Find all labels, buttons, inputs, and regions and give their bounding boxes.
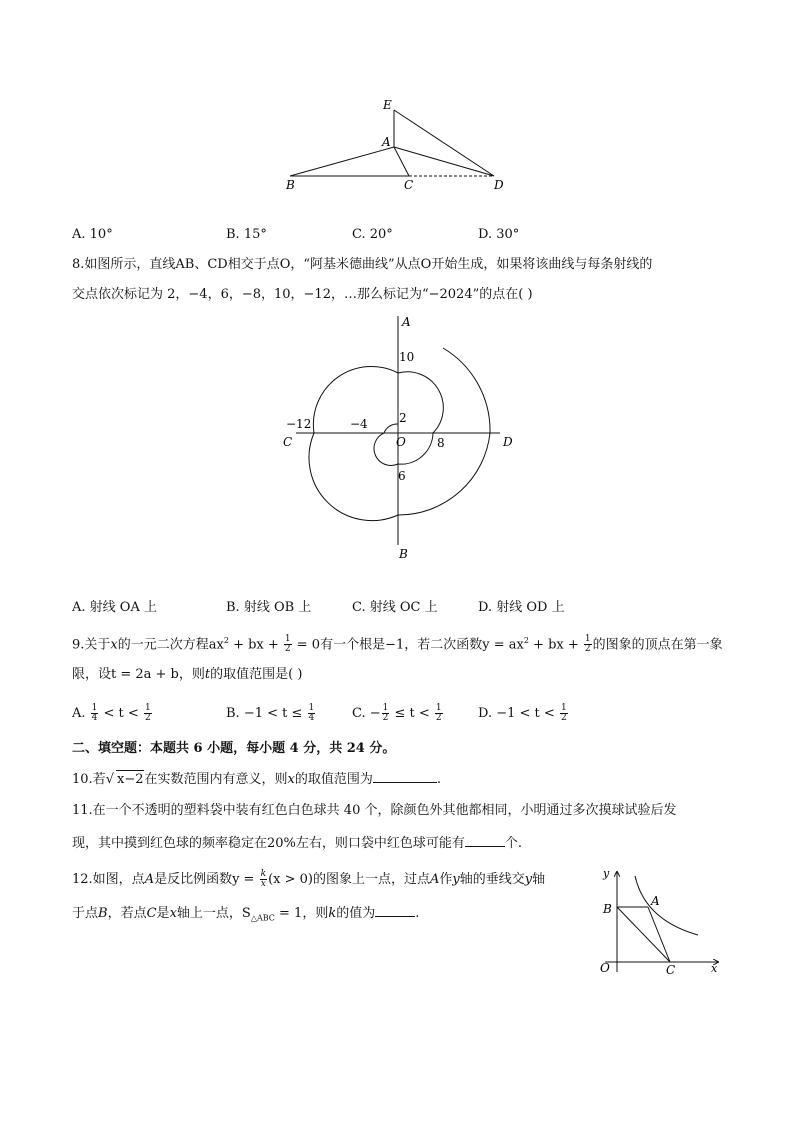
segment-ed <box>394 110 494 176</box>
q11-answer-blank[interactable] <box>465 834 505 847</box>
label-ray-c: C <box>283 435 293 449</box>
q9-stem-line1: 9.关于x的一元二次方程$ax^2$ + bx + $\frac{1}{2}$ = 0有一个根是−1，若二次函数$y = ax^2$ + bx + $\frac{1}{2}$ 的图象的顶点在第一象 <box>72 634 723 655</box>
inverse-function-figure <box>590 860 725 980</box>
label-c: C <box>404 178 414 192</box>
q8-option-b[interactable]: B. 射线 OB 上 <box>226 600 312 615</box>
q10-stem: 10.若√ x−2在实数范围内有意义，则x的取值范围为 . <box>72 772 441 787</box>
label-origin: O <box>600 961 610 975</box>
mark-8: 8 <box>437 436 445 450</box>
label-origin-o: O <box>396 435 406 449</box>
label-x: x <box>711 962 718 975</box>
segment-ad <box>394 147 494 176</box>
q10-answer-blank[interactable] <box>373 770 437 783</box>
segment-bc <box>617 907 670 962</box>
label-a: A <box>382 135 391 149</box>
mark-6: 6 <box>398 469 406 483</box>
q11-stem-line1: 11.在一个不透明的塑料袋中装有红色白色球共 40 个，除颜色外其他都相同，小明通过多次摸球试验后发 <box>72 803 677 818</box>
q9-option-a[interactable]: A. $\frac{1}{4}$ < t < $\frac{1}{2}$ <box>72 703 151 723</box>
q12-answer-blank[interactable] <box>375 904 415 917</box>
q12-stem-line2: 于点B，若点C是x轴上一点，$S_{\triangle ABC} = 1$，则k的值为 . <box>72 906 420 923</box>
q9-option-b[interactable]: B. −1 < t ≤ $\frac{1}{4}$ <box>226 703 315 723</box>
label-point-c: C <box>666 963 676 977</box>
q7-option-a[interactable]: A. 10° <box>72 227 113 242</box>
mark-2: 2 <box>399 411 407 425</box>
triangle-figure <box>280 95 510 195</box>
mark-neg-12: −12 <box>286 417 312 431</box>
hyperbola-curve <box>635 876 698 935</box>
label-point-a: A <box>651 894 660 908</box>
q8-option-c[interactable]: C. 射线 OC 上 <box>352 600 438 615</box>
label-ray-a: A <box>402 315 411 329</box>
q7-option-b[interactable]: B. 15° <box>226 227 267 242</box>
q9-option-c[interactable]: C. − $\frac{1}{2}$ ≤ t < $\frac{1}{2}$ <box>352 703 442 723</box>
label-e: E <box>383 98 392 112</box>
section-heading-fill-in: 二、填空题：本题共 6 小题，每小题 4 分，共 24 分。 <box>72 741 396 756</box>
q9-option-d[interactable]: D. −1 < t < $\frac{1}{2}$ <box>478 703 567 723</box>
q9-stem-line2: 限，设t = 2a + b，则t的取值范围是( ) <box>72 667 303 682</box>
label-ray-b: B <box>399 547 408 561</box>
label-point-b: B <box>603 902 612 916</box>
label-b: B <box>286 178 295 192</box>
label-y: y <box>603 867 610 880</box>
q7-option-d[interactable]: D. 30° <box>478 227 520 242</box>
q8-option-d[interactable]: D. 射线 OD 上 <box>478 600 565 615</box>
q12-stem-line1: 12.如图，点A是反比例函数y = $\frac{k}{x}$ (x > 0)的图象上一点，过点A作y轴的垂线交y轴 <box>72 869 546 889</box>
label-ray-d: D <box>503 435 513 449</box>
q8-stem-line1: 8.如图所示，直线AB、CD相交于点O，“阿基米德曲线”从点O开始生成，如果将该曲线与每条射线的 <box>72 257 653 272</box>
segment-ac <box>394 147 409 176</box>
q7-option-c[interactable]: C. 20° <box>352 227 393 242</box>
segment-ba <box>290 147 394 176</box>
q8-stem-line2: 交点依次标记为 2，−4，6，−8，10，−12，…那么标记为“−2024”的点在( ) <box>72 287 533 302</box>
label-d: D <box>494 178 504 192</box>
q8-option-a[interactable]: A. 射线 OA 上 <box>72 600 157 615</box>
mark-neg-4: −4 <box>350 417 368 431</box>
archimedes-spiral-figure <box>276 310 526 565</box>
mark-10: 10 <box>399 350 415 364</box>
q11-stem-line2: 现，其中摸到红色球的频率稳定在20%左右，则口袋中红色球可能有 个. <box>72 836 523 851</box>
